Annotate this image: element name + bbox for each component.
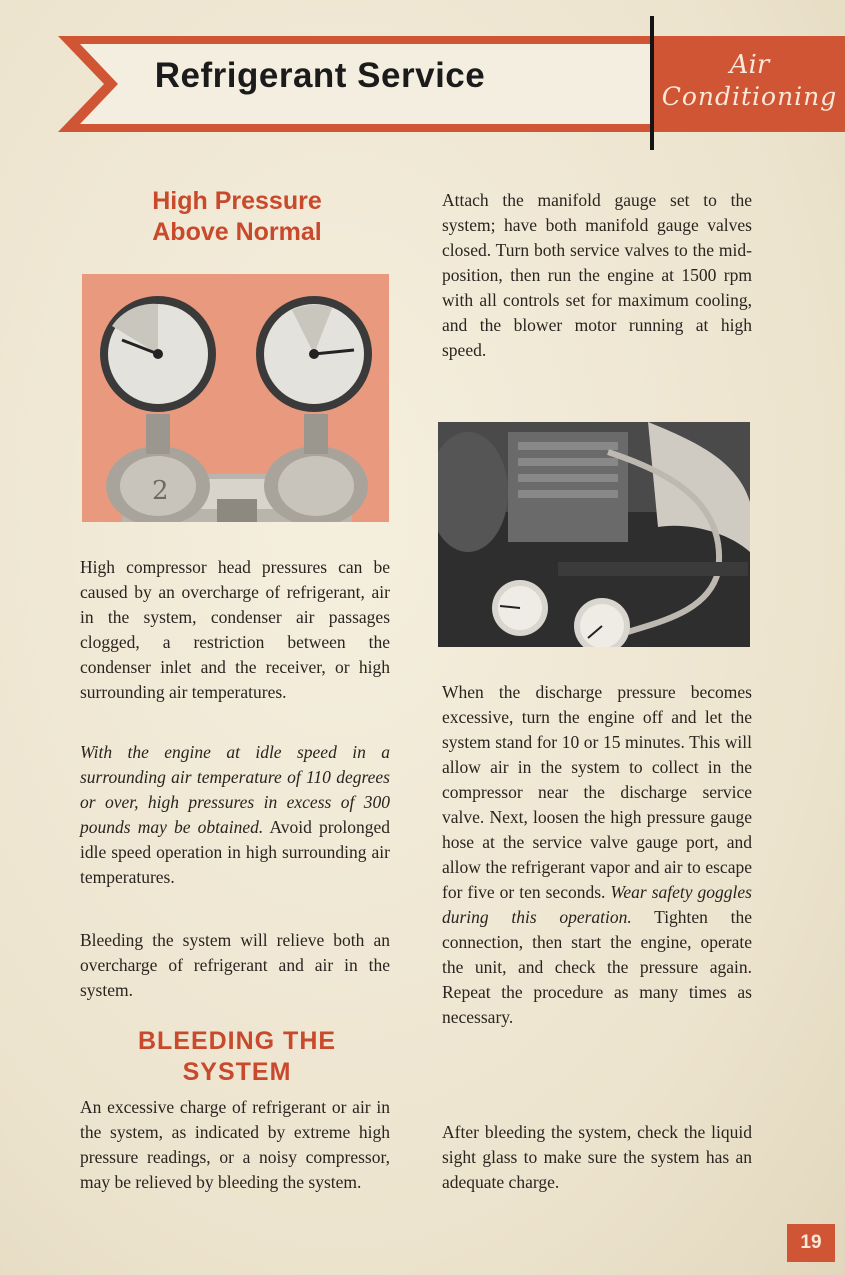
high-pressure-heading [80, 186, 394, 248]
discharge-text-part1: When the discharge pressure becomes excessive, turn the engine off and let the system stand for 10 or 15 minutes. This will allow air in the system to collect in the compressor near the discharge service valve. Next, loosen the high pressure gauge hose at the service valve gauge port, and allow the refrigerant vapor and air to escape for five or ten seconds. [442, 682, 752, 902]
bleeding-heading-line2: SYSTEM [182, 1058, 292, 1086]
high-pressure-heading-line2: Above Normal [152, 218, 322, 246]
paragraph-high-pressure-causes: High compressor head pressures can be caused by an overcharge of refrigerant, air in the system, condenser air passages clogged, a restriction between the condenser inlet and the receiver, or high surrounding air temperatures. [80, 557, 390, 702]
idle-speed-rest-text: Avoid prolonged idle speed operation in high surrounding air temperatures. [80, 817, 390, 887]
paragraph-bleeding-relieves: Bleeding the system will relieve both an overcharge of refrigerant and air in the system. [80, 930, 390, 1000]
high-pressure-heading-line1: High Pressure [152, 187, 322, 215]
paragraph-idle-speed-warning [80, 740, 390, 890]
paragraph-discharge-pressure [442, 680, 752, 1030]
page-title: Refrigerant Service [154, 56, 486, 95]
svg-text:2: 2 [152, 476, 169, 506]
bleeding-heading-line1: BLEEDING THE [137, 1027, 337, 1055]
bleeding-heading [80, 1026, 394, 1088]
paragraph-attach-gauges: Attach the manifold gauge set to the system; have both manifold gauge valves closed. Turn both service valves to the mid-position, then run the engine at 1500 rpm with all controls set for maximum cooling, and the blower motor running at high speed. [442, 190, 752, 360]
idle-speed-italic-text: With the engine at idle speed in a surrounding air temperature of 110 degrees or over, high pressures in excess of 300 pounds may be obtained. [80, 742, 390, 837]
safety-goggles-italic-text: Wear safety goggles during this operation. [442, 882, 752, 927]
section-tab-label-conditioning: Conditioning [661, 82, 838, 111]
paragraph-check-sight-glass: After bleeding the system, check the liquid sight glass to make sure the system has an adequate charge. [442, 1122, 752, 1192]
engine-photo [438, 422, 750, 647]
paragraph-excessive-charge: An excessive charge of refrigerant or air in the system, as indicated by extreme high pressure readings, or a noisy compressor, may be relieved by bleeding the system. [80, 1097, 390, 1192]
discharge-text-part2: Tighten the connection, then start the engine, operate the unit, and check the pressure again. Repeat the procedure as many times as necessary. [442, 907, 752, 1027]
section-tab-label-air: Air [729, 50, 770, 80]
page-number-badge: 19 [787, 1224, 835, 1262]
gauge-photo [82, 274, 389, 522]
